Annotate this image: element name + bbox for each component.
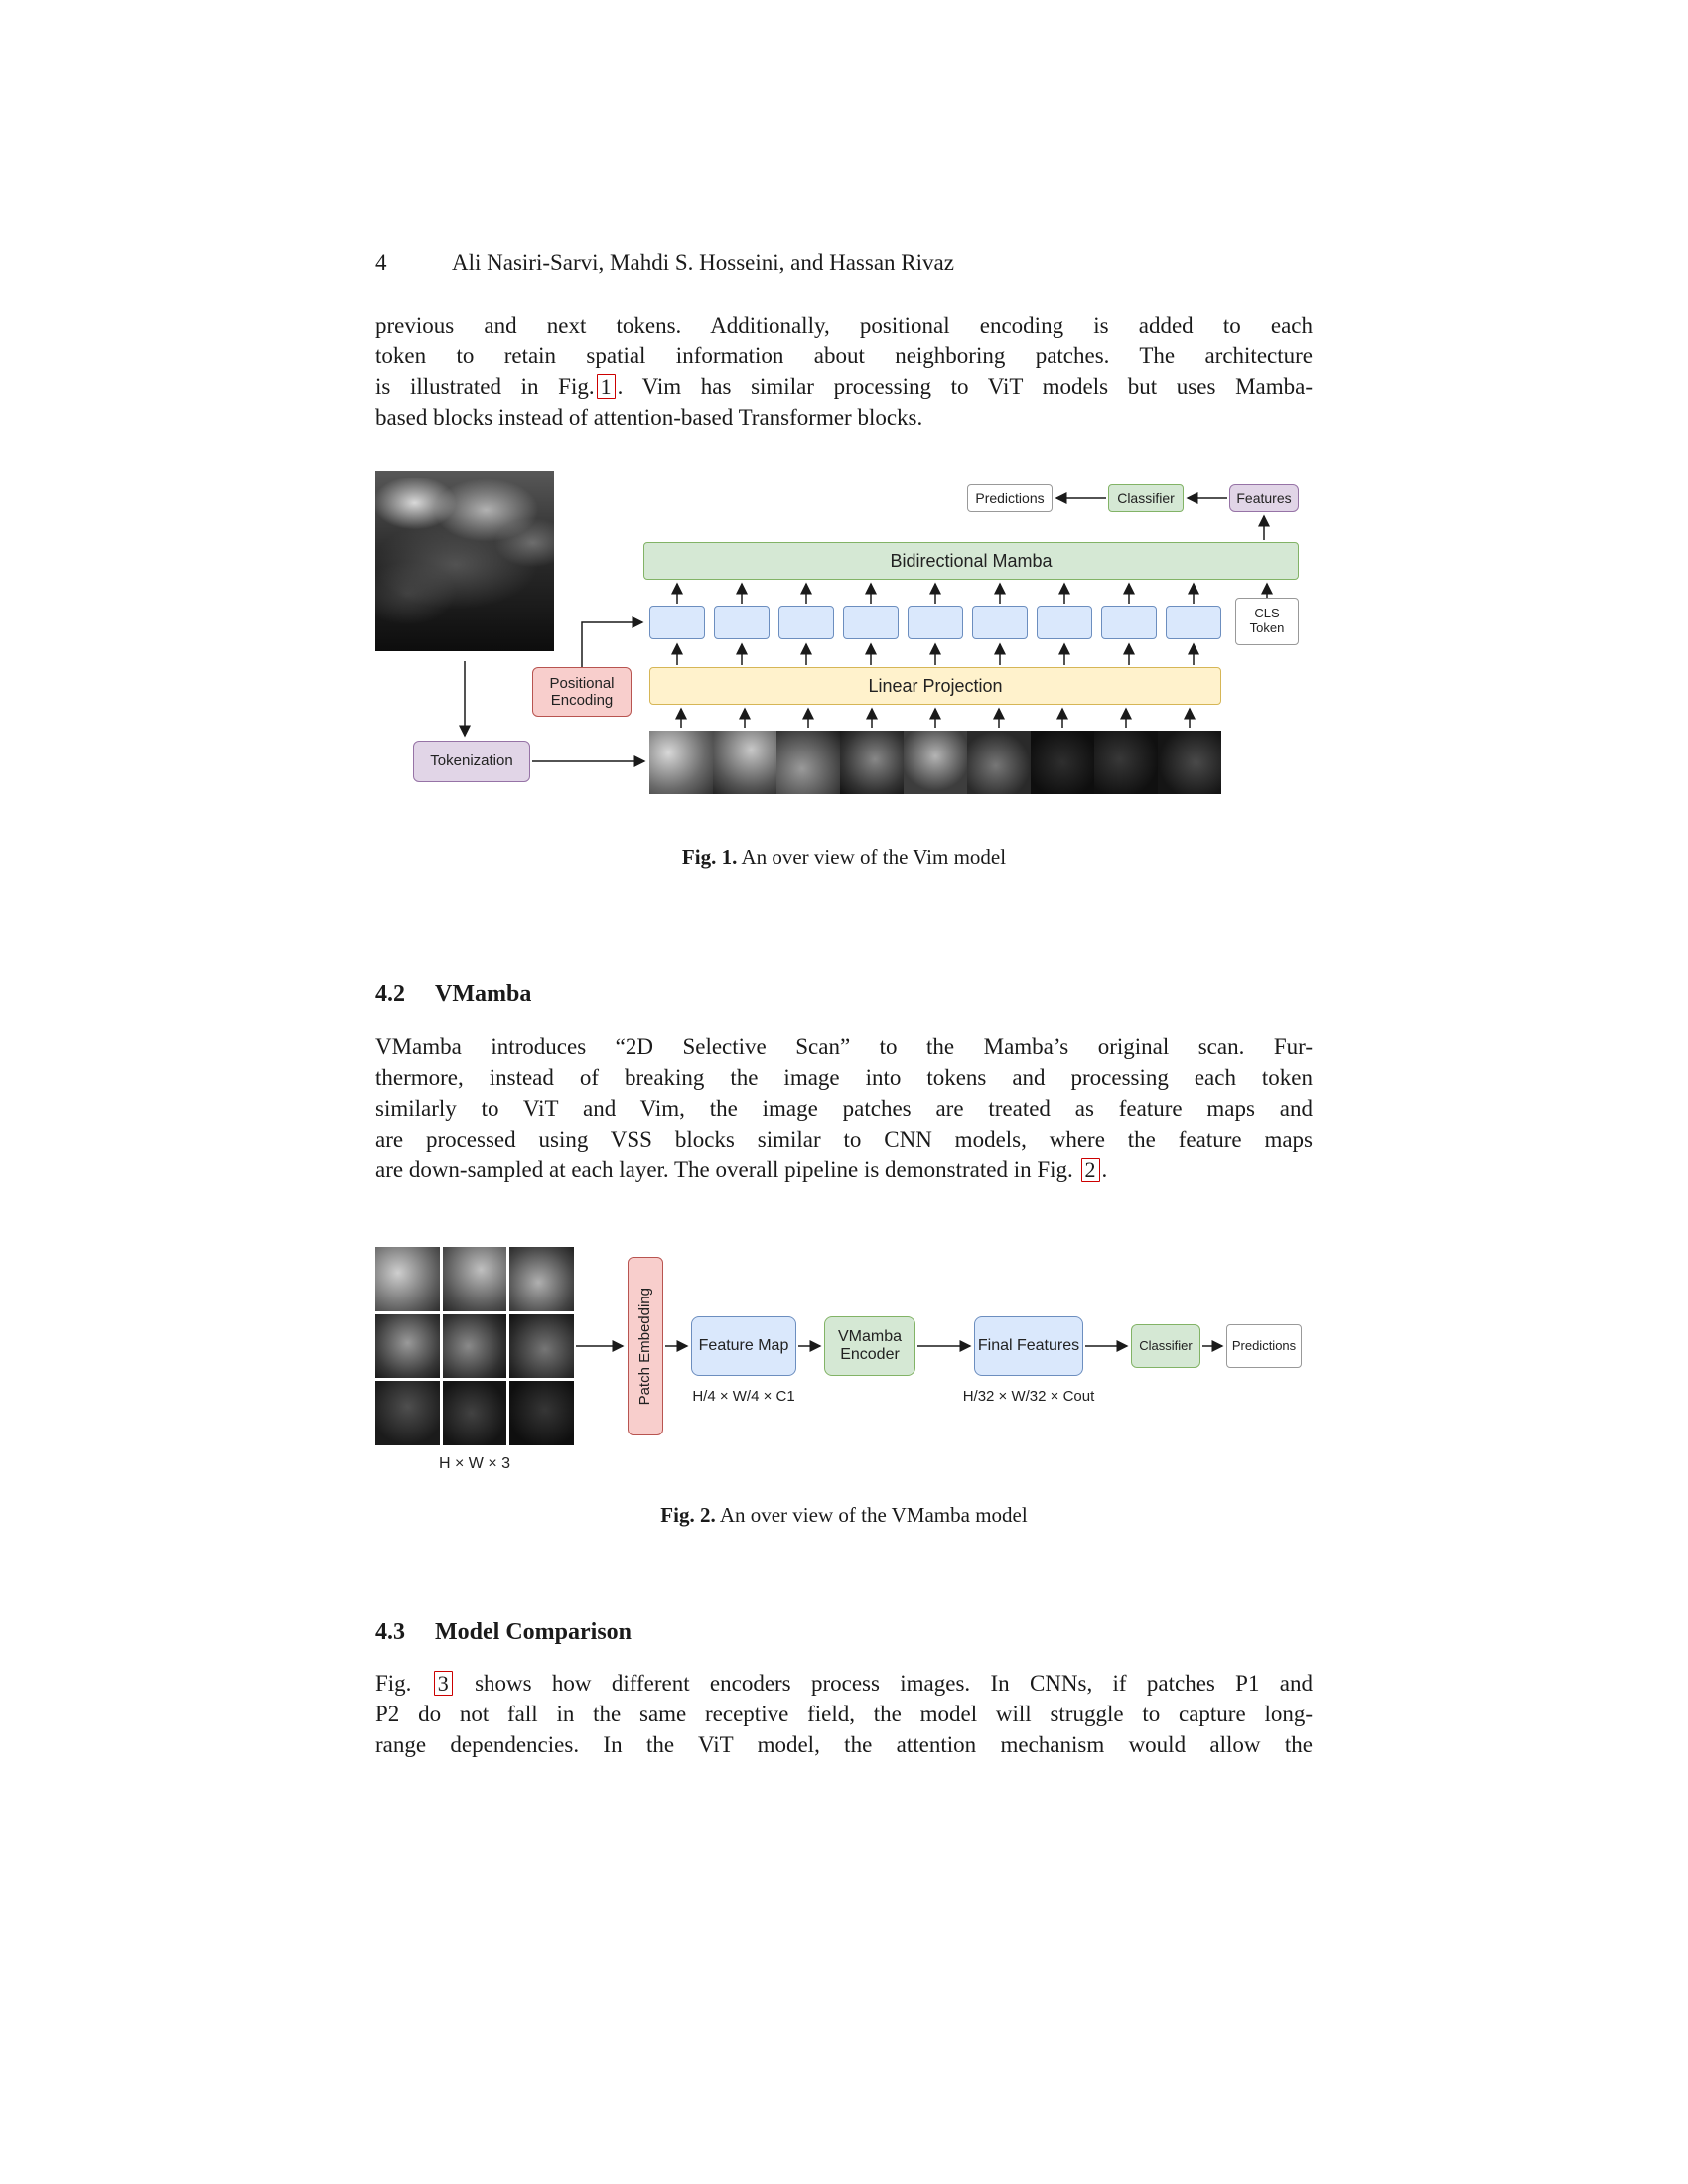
grid-patch [509,1381,574,1445]
token-box [908,606,963,639]
text-line: VMamba introduces “2D Selective Scan” to the Mamba’s original scan. Fur- [375,1034,1313,1059]
text-line: P2 do not fall in the same receptive field, the model will struggle to capture long- [375,1702,1313,1726]
feature-map-dimensions-label: H/4 × W/4 × C1 [692,1388,795,1405]
linear-projection-box: Linear Projection [649,667,1221,705]
text-line: are processed using VSS blocks similar to CNN models, where the feature maps [375,1127,1313,1152]
final-features-box: Final Features [974,1316,1083,1376]
image-patch [713,731,776,794]
grid-patch [509,1247,574,1311]
running-authors: Ali Nasiri-Sarvi, Mahdi S. Hosseini, and Hassan Rivaz [452,250,954,275]
fig2-reference-link[interactable]: 2 [1081,1158,1100,1182]
text-line: similarly to ViT and Vim, the image patches are treated as feature maps and [375,1096,1313,1121]
section-43-number: 4.3 [375,1619,405,1645]
cls-token-box [1235,598,1299,645]
token-box [1166,606,1221,639]
token-box [972,606,1028,639]
section-42-number: 4.2 [375,981,405,1007]
figure1-vim-diagram [375,471,1304,803]
fig2-classifier-box: Classifier [1131,1324,1200,1368]
positional-encoding-label-line1: Positional [549,674,615,692]
text-column [375,250,1313,1760]
fig1-caption-text: An over view of the Vim model [741,845,1007,869]
text-line: previous and next tokens. Additionally, positional encoding is added to each [375,313,1313,338]
patch-grid-image [375,1247,574,1445]
text-line [375,1155,1313,1185]
image-patch [1094,731,1158,794]
predictions-box: Predictions [967,484,1053,512]
features-box: Features [1229,484,1299,512]
section-43-title: Model Comparison [435,1619,632,1645]
vmamba-encoder-label-line1: VMamba [837,1327,903,1345]
section-42-paragraph [375,1031,1313,1185]
grid-patch [375,1314,440,1379]
final-features-dimensions-label: H/32 × W/32 × Cout [962,1388,1095,1405]
feature-map-box: Feature Map [691,1316,796,1376]
token-box [1101,606,1157,639]
fig2-caption [375,1503,1313,1528]
section-43-paragraph [375,1668,1313,1760]
image-patch [649,731,713,794]
token-box [714,606,770,639]
fig2-caption-label: Fig. 2. [660,1503,716,1527]
text-segment: . [1101,1158,1108,1182]
section-42-title: VMamba [435,981,532,1007]
grid-patch [375,1247,440,1311]
intro-paragraph [375,310,1313,433]
tokenization-box: Tokenization [413,741,530,782]
text-line [375,1668,1313,1699]
page-number: 4 [375,250,387,275]
positional-encoding-box [532,667,632,717]
grid-patch [443,1381,507,1445]
fig1-reference-link[interactable]: 1 [597,374,616,399]
fig3-reference-link[interactable]: 3 [434,1671,453,1696]
text-segment: Fig. [375,1671,432,1696]
classifier-box: Classifier [1108,484,1184,512]
text-segment: are down-sampled at each layer. The overall pipeline is demonstrated in Fig. [375,1158,1079,1182]
text-segment: . Vim has similar processing to ViT models but uses Mamba- [617,374,1313,399]
image-patch [1031,731,1094,794]
section-42-heading [375,981,1313,1008]
text-line: based blocks instead of attention-based Transformer blocks. [375,405,923,430]
positional-encoding-label-line2: Encoding [550,692,614,709]
text-line: token to retain spatial information about neighboring patches. The architecture [375,343,1313,368]
image-patch [904,731,967,794]
patch-embedding-box [628,1257,663,1435]
image-patch [1158,731,1221,794]
grid-patch [443,1314,507,1379]
grid-patch [443,1247,507,1311]
figure2-vmamba-diagram [375,1247,1304,1485]
image-patch [776,731,840,794]
fig1-caption-label: Fig. 1. [681,845,738,869]
cls-token-label-line2: Token [1249,620,1285,635]
vmamba-encoder-label-line2: Encoder [840,1346,900,1363]
text-line: thermore, instead of breaking the image into tokens and processing each token [375,1065,1313,1090]
image-patch [967,731,1031,794]
fig2-predictions-box: Predictions [1226,1324,1302,1368]
token-box [778,606,834,639]
patch-embedding-label: Patch Embedding [636,1287,654,1406]
input-dimensions-label: H × W × 3 [438,1455,511,1472]
fig1-caption [375,845,1313,870]
token-box [649,606,705,639]
text-line [375,371,1313,402]
cls-token-label-line1: CLS [1254,606,1280,621]
image-patch [840,731,904,794]
vmamba-encoder-box [824,1316,915,1376]
ultrasound-image [375,471,554,651]
grid-patch [509,1314,574,1379]
fig2-caption-text: An over view of the VMamba model [719,1503,1028,1527]
token-box [843,606,899,639]
bidirectional-mamba-box: Bidirectional Mamba [643,542,1299,580]
text-segment: is illustrated in Fig. [375,374,595,399]
running-head [375,250,1313,276]
token-box [1037,606,1092,639]
text-line: range dependencies. In the ViT model, the attention mechanism would allow the [375,1732,1313,1757]
grid-patch [375,1381,440,1445]
text-segment: shows how different encoders process images. In CNNs, if patches P1 and [454,1671,1313,1696]
section-43-heading [375,1619,1313,1646]
